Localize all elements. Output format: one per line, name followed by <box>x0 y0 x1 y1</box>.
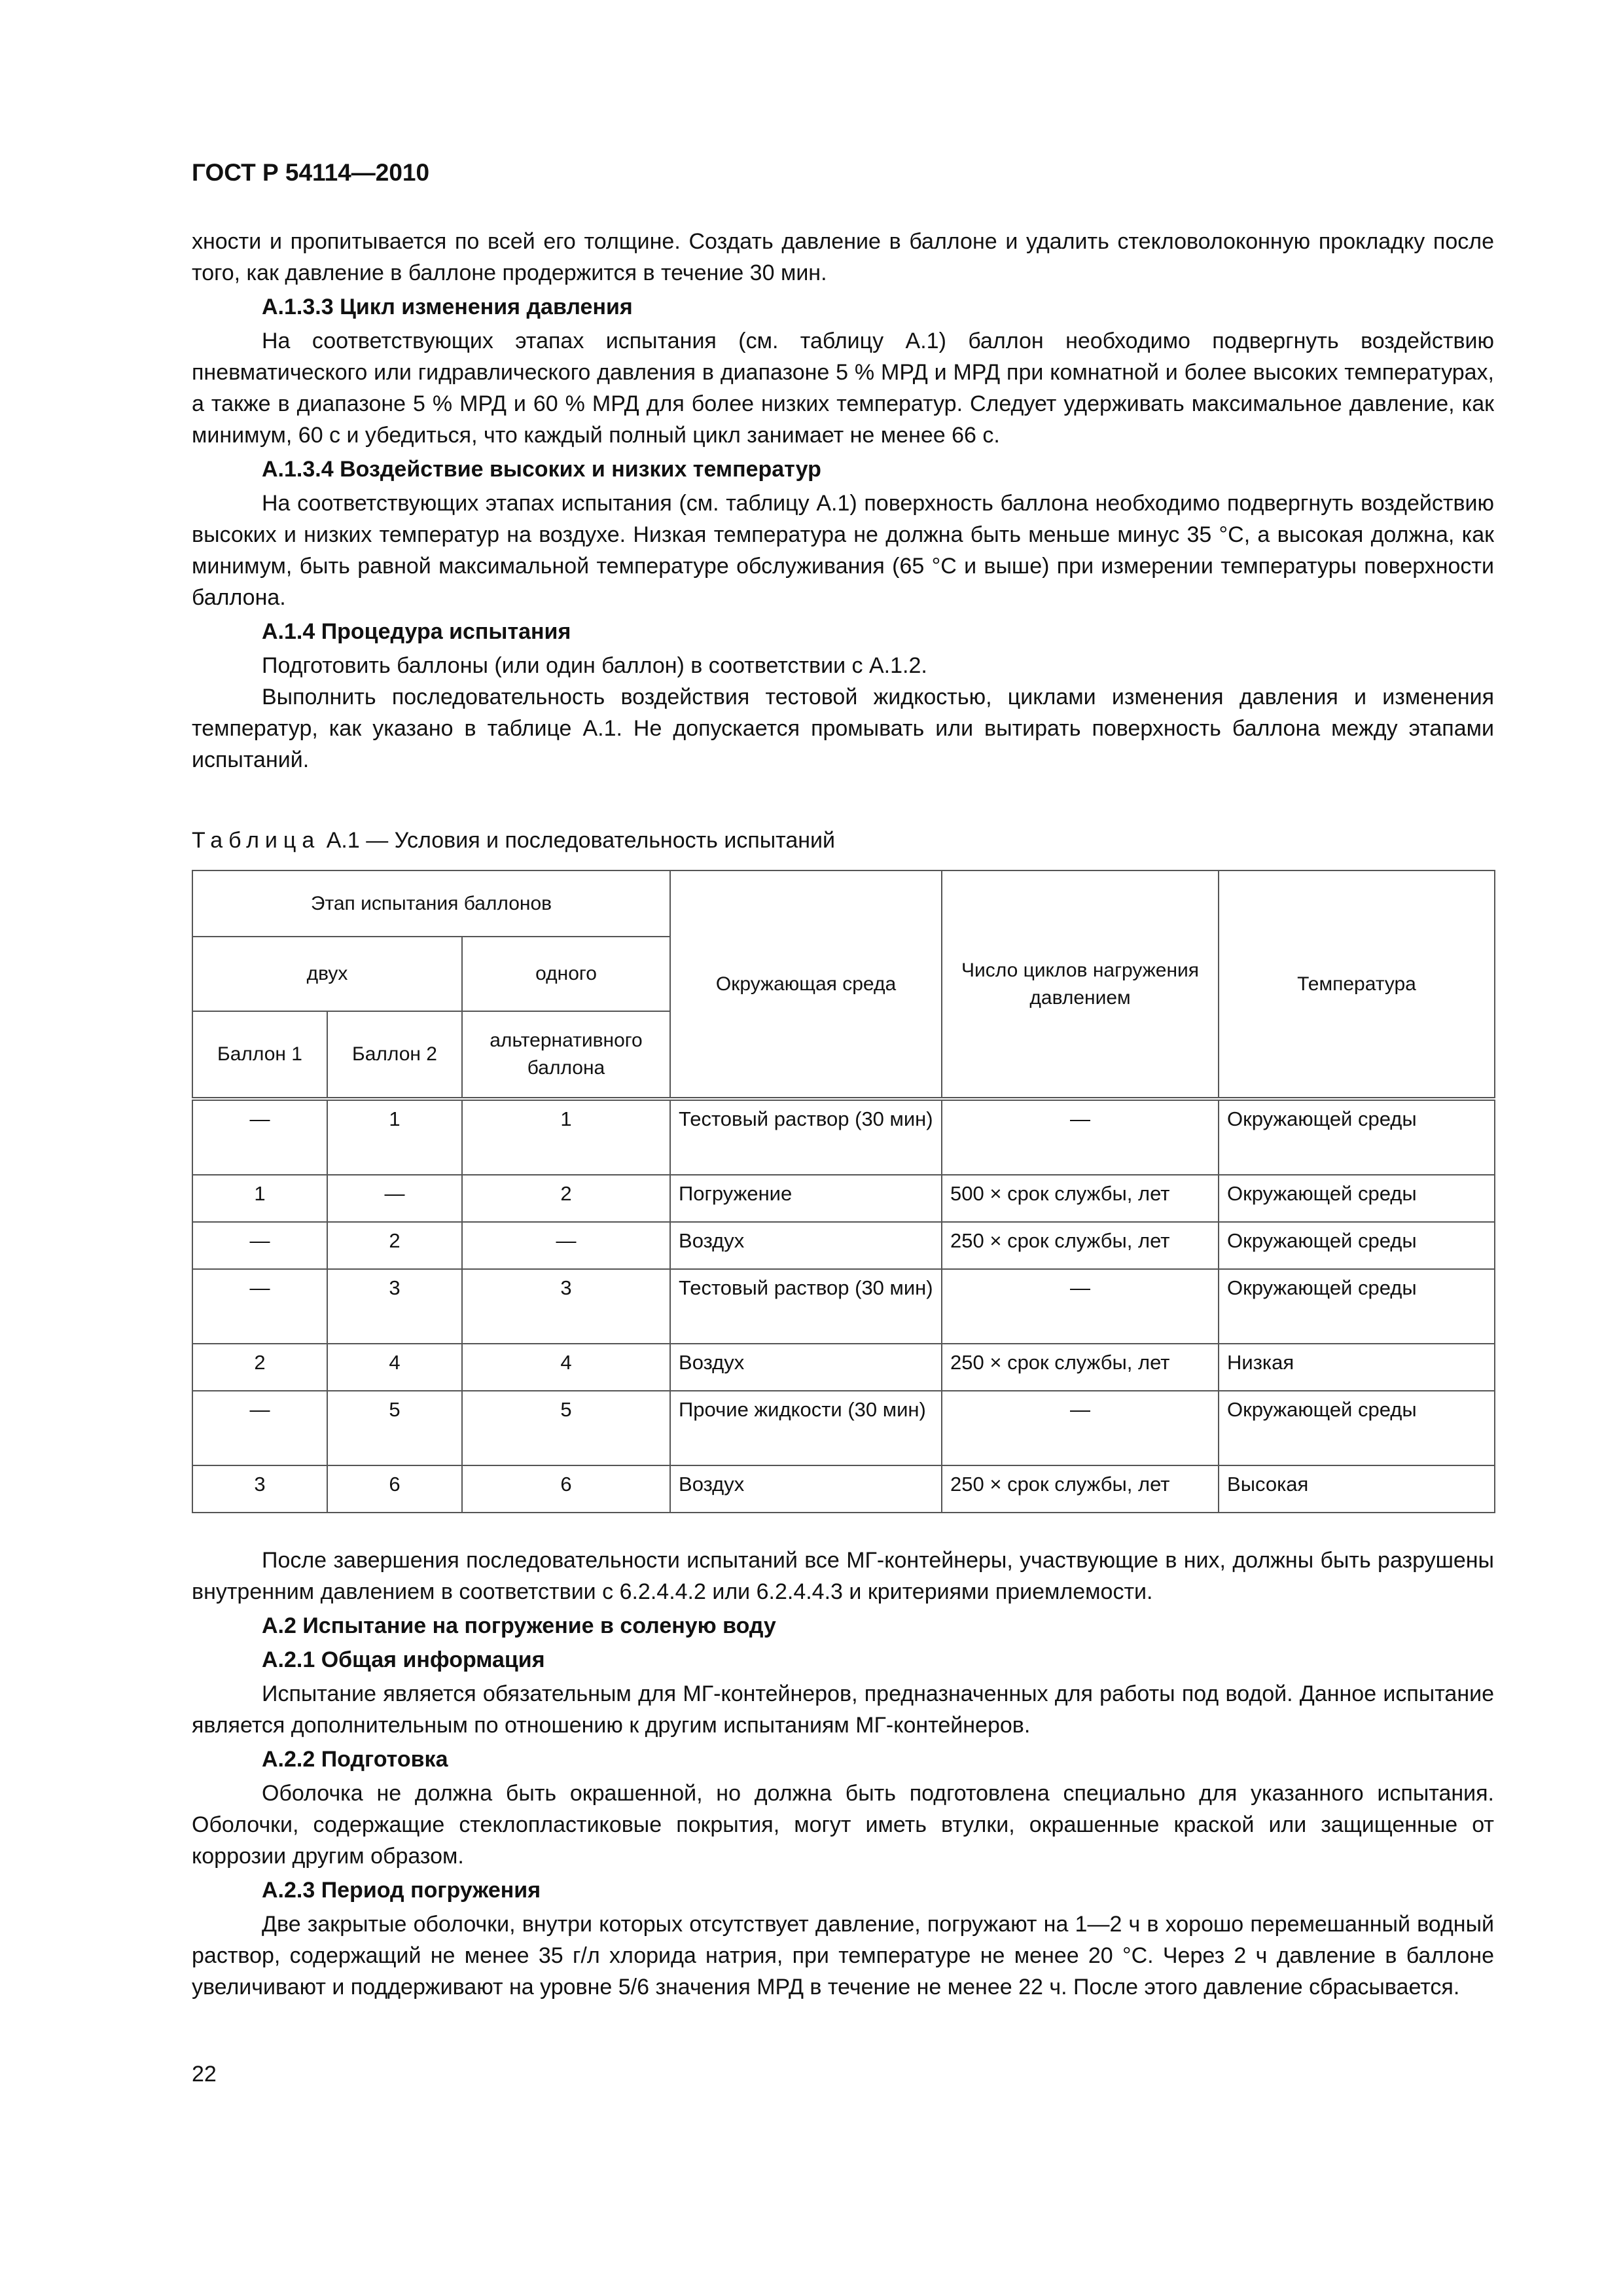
table-row <box>192 1344 1495 1391</box>
cell-env: Воздух <box>670 1465 942 1513</box>
paragraph-preparation: Оболочка не должна быть окрашенной, но должна быть подготовлена специально для указанного испытания. Оболочки, содержащие стеклопластиковые покрытия, могут иметь втулки, окрашенные краской или защищенные от коррозии другим образом. <box>192 1781 1494 1869</box>
cell-alt: 5 <box>462 1391 670 1465</box>
table-caption-text: А.1 — Условия и последовательность испытаний <box>320 828 836 853</box>
header-alternative: альтернативного баллона <box>462 1011 670 1099</box>
cell-b2: 2 <box>327 1222 462 1269</box>
heading-a22: А.2.2 Подготовка <box>262 1747 448 1772</box>
header-cylinder-1: Баллон 1 <box>192 1011 327 1099</box>
cell-cycles: 250 × срок службы, лет <box>942 1465 1219 1513</box>
cell-cycles: 250 × срок службы, лет <box>942 1344 1219 1391</box>
heading-a133: А.1.3.3 Цикл изменения давления <box>262 295 633 319</box>
heading-a14: А.1.4 Процедура испытания <box>262 619 571 644</box>
table-row <box>192 1269 1495 1344</box>
cell-b1: — <box>192 1269 327 1344</box>
paragraph-immersion: Две закрытые оболочки, внутри которых отсутствует давление, погружают на 1—2 ч в хорошо перемешанный водный раствор, содержащий не менее 35 г/л хлорида натрия, при температуре не менее 20 °С. Через 2 ч давление в баллоне увеличивают и поддерживают на уровне 5/6 значения МРД в течение не менее 22 ч. После этого давление сбрасывается. <box>192 1912 1494 2000</box>
heading-a134: А.1.3.4 Воздействие высоких и низких температур <box>262 457 821 482</box>
cell-b1: 3 <box>192 1465 327 1513</box>
cell-b2: 1 <box>327 1099 462 1175</box>
table-row <box>192 1465 1495 1513</box>
cell-cycles: 500 × срок службы, лет <box>942 1175 1219 1222</box>
cell-temp: Низкая <box>1219 1344 1495 1391</box>
cell-alt: 2 <box>462 1175 670 1222</box>
table-caption <box>192 828 835 853</box>
cell-temp: Высокая <box>1219 1465 1495 1513</box>
cell-b1: — <box>192 1222 327 1269</box>
cell-temp: Окружающей среды <box>1219 1175 1495 1222</box>
cell-alt: — <box>462 1222 670 1269</box>
cell-alt: 6 <box>462 1465 670 1513</box>
cell-b2: 4 <box>327 1344 462 1391</box>
header-stage: Этап испытания баллонов <box>192 870 670 937</box>
paragraph-continuation: хности и пропитывается по всей его толщине. Создать давление в баллоне и удалить стекловолоконную прокладку после того, как давление в баллоне продержится в течение 30 мин. <box>192 229 1494 285</box>
heading-a23: А.2.3 Период погружения <box>262 1878 541 1903</box>
header-one: одного <box>462 937 670 1011</box>
cell-temp: Окружающей среды <box>1219 1391 1495 1465</box>
cell-temp: Окружающей среды <box>1219 1222 1495 1269</box>
document-header-title: ГОСТ Р 54114—2010 <box>192 159 430 186</box>
cell-env: Погружение <box>670 1175 942 1222</box>
cell-b1: — <box>192 1391 327 1465</box>
table-row <box>192 1391 1495 1465</box>
cell-env: Тестовый раствор (30 мин) <box>670 1099 942 1175</box>
table-row <box>192 1099 1495 1175</box>
cell-cycles: 250 × срок службы, лет <box>942 1222 1219 1269</box>
cell-alt: 3 <box>462 1269 670 1344</box>
section-a2-text <box>192 1545 1494 2003</box>
cell-temp: Окружающей среды <box>1219 1099 1495 1175</box>
paragraph-after-sequence: После завершения последовательности испытаний все МГ-контейнеры, участвующие в них, должны быть разрушены внутренним давлением в соответствии с 6.2.4.4.2 или 6.2.4.4.3 и критериями приемлемости. <box>192 1548 1494 1604</box>
header-cylinder-2: Баллон 2 <box>327 1011 462 1099</box>
cell-b2: 5 <box>327 1391 462 1465</box>
header-cycles: Число циклов нагружения давлением <box>942 870 1219 1099</box>
paragraph-temperatures: На соответствующих этапах испытания (см. таблицу А.1) поверхность баллона необходимо подвергнуть воздействию высоких и низких температур на воздухе. Низкая температура не должна быть меньше минус 35 °С, а высокая должна, как минимум, быть равной максимальной температуре обслуживания (65 °С и выше) при измерении температуры поверхности баллона. <box>192 491 1494 610</box>
cell-b2: 6 <box>327 1465 462 1513</box>
cell-b1: 1 <box>192 1175 327 1222</box>
cell-b2: — <box>327 1175 462 1222</box>
cell-env: Воздух <box>670 1222 942 1269</box>
paragraph-general-info: Испытание является обязательным для МГ-контейнеров, предназначенных для работы под водой. Данное испытание является дополнительным по отношению к другим испытаниям МГ-контейнеров. <box>192 1681 1494 1738</box>
heading-a2: А.2 Испытание на погружение в соленую воду <box>262 1613 776 1638</box>
paragraph-prepare: Подготовить баллоны (или один баллон) в соответствии с А.1.2. <box>262 653 927 678</box>
cell-cycles: — <box>942 1099 1219 1175</box>
cell-env: Тестовый раствор (30 мин) <box>670 1269 942 1344</box>
paragraph-sequence: Выполнить последовательность воздействия тестовой жидкостью, циклами изменения давления и изменения температур, как указано в таблице А.1. Не допускается промывать или вытирать поверхность баллона между этапами испытаний. <box>192 685 1494 772</box>
cell-alt: 1 <box>462 1099 670 1175</box>
table-row <box>192 1175 1495 1222</box>
header-temperature: Температура <box>1219 870 1495 1099</box>
header-two: двух <box>192 937 462 1011</box>
cell-cycles: — <box>942 1391 1219 1465</box>
table-caption-prefix: Таблица <box>192 828 321 853</box>
cell-env: Воздух <box>670 1344 942 1391</box>
cell-b1: — <box>192 1099 327 1175</box>
heading-a21: А.2.1 Общая информация <box>262 1647 545 1672</box>
cell-temp: Окружающей среды <box>1219 1269 1495 1344</box>
section-a1-text <box>192 226 1494 776</box>
table-row <box>192 1222 1495 1269</box>
test-sequence-table <box>192 870 1495 1513</box>
cell-cycles: — <box>942 1269 1219 1344</box>
page-number: 22 <box>192 2062 217 2087</box>
paragraph-pressure-cycle: На соответствующих этапах испытания (см. таблицу А.1) баллон необходимо подвергнуть воздействию пневматического или гидравлического давления в диапазоне 5 % МРД и МРД при комнатной и более высоких температурах, а также в диапазоне 5 % МРД и 60 % МРД для более низких температур. Следует удерживать максимальное давление, как минимум, 60 с и убедиться, что каждый полный цикл занимает не менее 66 с. <box>192 329 1494 448</box>
cell-env: Прочие жидкости (30 мин) <box>670 1391 942 1465</box>
cell-b2: 3 <box>327 1269 462 1344</box>
cell-b1: 2 <box>192 1344 327 1391</box>
cell-alt: 4 <box>462 1344 670 1391</box>
header-environment: Окружающая среда <box>670 870 942 1099</box>
